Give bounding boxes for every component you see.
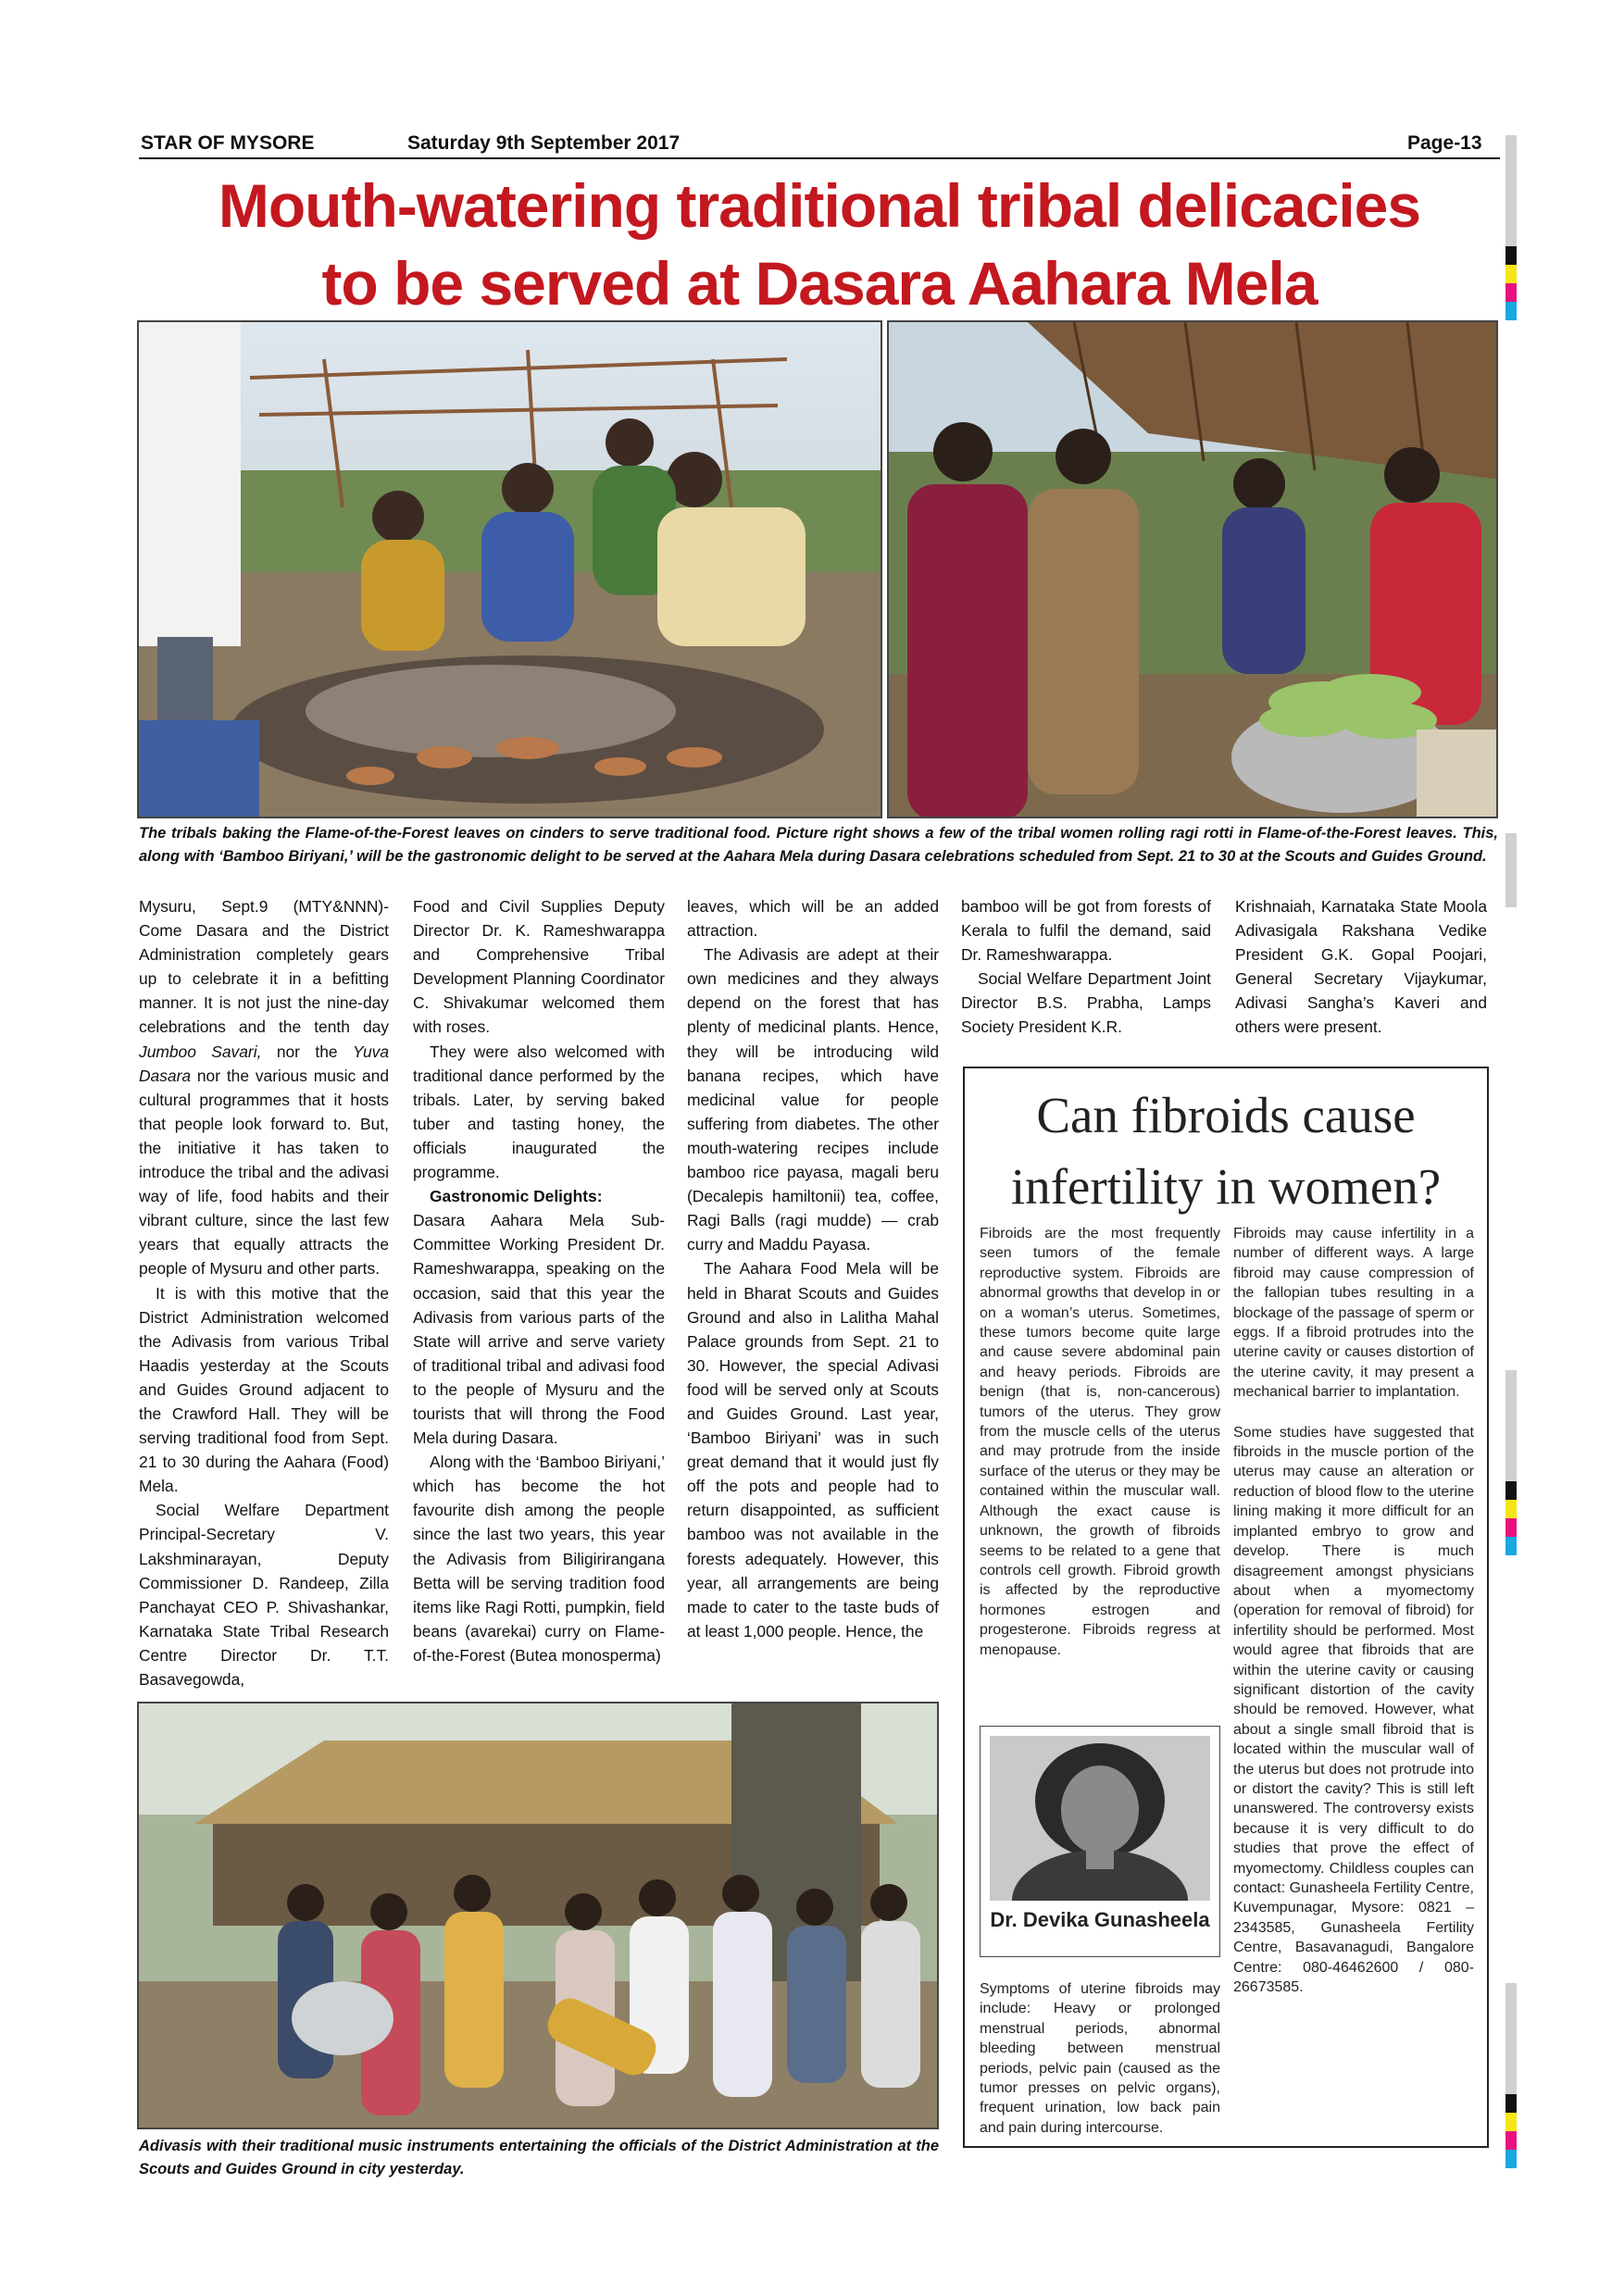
cyan-swatch [1505, 1537, 1517, 1555]
article-paragraph: Along with the ‘Bamboo Biriyani,’ which has become the hot favourite dish among the people since the last two years, this year the Adivasis from Biligirirangana Betta will be serving tradition food items like Ragi Rotti, pumpkin, field beans (avarekai) curry on Flame-of-the-Forest (Butea monosperma) [413, 1453, 665, 1665]
text-run: Mysuru, Sept.9 (MTY&NNN)- Come Dasara and the District Administration completely gears up to celebrate it in a befitting manner. It is not just the nine-day celebrations and the tenth day [139, 897, 389, 1037]
doctor-portrait-illustration [990, 1736, 1210, 1901]
masthead-paper-name: STAR OF MYSORE [141, 132, 315, 154]
article-paragraph: Krishnaiah, Karnataka State Moola Adivasigala Rakshana Vedike President G.K. Gopal Poojari, General Secretary Vijaykumar, Adivasi Sangha’s Kaveri and others were present. [1235, 897, 1487, 1037]
header-rule [139, 157, 1500, 159]
cyan-swatch [1505, 302, 1517, 320]
article-paragraph: They were also welcomed with traditional dance performed by the tribals. Later, by serving baked tuber and tasting honey, the officials inaugurated the programme. [413, 1042, 665, 1182]
article-column-3 [687, 894, 939, 1643]
article-paragraph: Social Welfare Department Principal-Secretary V. Lakshminarayan, Deputy Commissioner D. Randeep, Zilla Panchayat CEO P. Shivashankar, Karnataka State Tribal Research Centre Director Dr. T.T. Basavegowda, [139, 1501, 389, 1689]
advert-paragraph: Symptoms of uterine fibroids may include: Heavy or prolonged menstrual periods, abnormal bleeding between menstrual periods, pelvic pain (caused as the tumor presses on pelvic organs), frequent urination, low back pain and pain during intercourse. [980, 1981, 1220, 2136]
yellow-swatch [1505, 2113, 1517, 2131]
cyan-swatch [1505, 2150, 1517, 2168]
black-swatch [1505, 246, 1517, 265]
registration-bar-2 [1505, 1370, 1517, 1555]
article-column-2 [413, 894, 665, 1667]
doctor-photo-frame [980, 1726, 1220, 1957]
tribals-baking-leaves-photo [137, 320, 882, 818]
gray-margin-strip [1505, 833, 1517, 907]
article-column-1 [139, 894, 389, 1691]
article-column-5 [1235, 894, 1487, 1040]
advert-paragraph: Fibroids may cause infertility in a number of different ways. A large fibroid may cause compression of the fallopian tubes resulting in a blockage of the passage of sperm or eggs. If a fibroid protrudes into the uterine cavity or causes distortion of the uterine cavity, it may present a mechanical barrier to implantation. [1233, 1226, 1474, 1401]
photo-illustration [139, 322, 882, 818]
black-swatch [1505, 2094, 1517, 2113]
magenta-swatch [1505, 2131, 1517, 2150]
article-paragraph: The Aahara Food Mela will be held in Bharat Scouts and Guides Ground and also in Lalitha Mahal Palace grounds from Sept. 21 to 30. However, the special Adivasi food will be served only at Scouts and Guides Ground. Last year, ‘Bamboo Biriyani’ was in such great demand that it would just fly off the pots and people had to return disappointed, as sufficient bamboo was not available in the forests adequately. However, this year, all arrangements are being made to cater to the taste buds of at least 1,000 people. Hence, the [687, 1259, 939, 1641]
bottom-photo-caption: Adivasis with their traditional music instruments entertaining the officials of the District Administration at the Scouts and Guides Ground in city yesterday. [139, 2138, 939, 2177]
advert-title-line-1: Can fibroids cause [1036, 1087, 1416, 1143]
adivasi-musicians-photo [137, 1702, 939, 2129]
article-paragraph: leaves, which will be an added attraction. [687, 897, 939, 941]
article-subheading: Gastronomic Delights: [430, 1187, 603, 1206]
advert-paragraph: Fibroids are the most frequently seen tumors of the female reproductive system. Fibroids are abnormal growths that develop in or on a woman’s uterus. Sometimes, these tumors become quite large and cause severe abdominal pain and heavy periods. Fibroids are benign (that is, non-cancerous) tumors of the uterus. They grow from the muscle cells of the uterus and may protrude from the inside surface of the uterus or they may be contained within the muscular wall. Although the exact cause is unknown, the growth of fibroids seems to be related to a gene that controls cell growth. Fibroid growth is affected by the reproductive hormones estrogen and progesterone. Fibroids regress at menopause. [980, 1226, 1220, 1658]
article-paragraph: Food and Civil Supplies Deputy Director Dr. K. Rameshwarappa and Comprehensive Tribal Development Planning Coordinator C. Shivakumar welcomed them with roses. [413, 897, 665, 1037]
advert-left-column [980, 1224, 1220, 1680]
advert-title-line-2: infertility in women? [1010, 1158, 1442, 1215]
photo-illustration [889, 322, 1498, 818]
magenta-swatch [1505, 283, 1517, 302]
magenta-swatch [1505, 1518, 1517, 1537]
photo-illustration [139, 1703, 939, 2129]
masthead-date: Saturday 9th September 2017 [407, 132, 681, 154]
advert-title [965, 1079, 1487, 1222]
gray-swatch [1505, 1370, 1517, 1481]
tribal-women-rolling-rotti-photo [887, 320, 1498, 818]
text-run: nor the [261, 1042, 353, 1061]
headline-line-2: to be served at Dasara Aahara Mela [321, 249, 1318, 318]
advert-paragraph: Some studies have suggested that fibroids in the muscle portion of the uterus may cause an alteration or reduction of blood flow to the uterine lining making it more difficult for an implanted embryo to grow and develop. There is much disagreement amongst physicians about when a myomectomy (operation for removal of fibroid) for infertility should be performed. Most would agree that fibroids that are within the uterine cavity or causing significant distortion of the cavity should be removed. However, what about a single small fibroid that is located within the muscular wall of the uterus but does not protrude into or distort the cavity? This is still left unanswered. The controversy exists because it is very difficult to do studies that prove the effect of myomectomy. Childless couples can contact: Gunasheela Fertility Centre, Kuvempunagar, Mysore: 0821 – 2343585, Gunasheela Fertility Centre, Basavanagudi, Bangalore Centre: 080-46462600 / 080-26673585. [1233, 1424, 1474, 1996]
article-paragraph: Social Welfare Department Joint Director B.S. Prabha, Lamps Society President K.R. [961, 969, 1211, 1037]
black-swatch [1505, 1481, 1517, 1500]
article-paragraph: bamboo will be got from forests of Kerala to fulfil the demand, said Dr. Rameshwarappa. [961, 897, 1211, 965]
page-number: Page-13 [1407, 132, 1482, 154]
fibroids-advert-box [963, 1067, 1489, 2148]
registration-bar-1 [1505, 135, 1517, 320]
article-paragraph: Dasara Aahara Mela Sub-Committee Working President Dr. Rameshwarappa, speaking on the occasion, said that this year the Adivasis from various parts of the State will arrive and serve variety of traditional tribal and adivasi food to the people of Mysuru and the tourists that will throng the Food Mela during Dasara. [413, 1211, 665, 1448]
text-run-italic: Jumboo Savari, [139, 1042, 262, 1061]
article-paragraph [139, 894, 389, 1281]
headline-line-1: Mouth-watering traditional tribal delicacies [218, 171, 1421, 240]
article-column-4 [961, 894, 1211, 1040]
text-run: nor the various music and cultural programmes that it hosts that people look forward to. But, the initiative it has taken to introduce the tribal and the adivasi way of life, food habits and their vibrant culture, since the last few years that equally attracts the people of Mysuru and other parts. [139, 1066, 389, 1279]
article-paragraph: It is with this motive that the District Administration welcomed the Adivasis from various Tribal Haadis yesterday at the Scouts and Guides Ground adjacent to the Crawford Hall. They will be serving traditional food from Sept. 21 to 30 during the Aahara (Food) Mela. [139, 1283, 389, 1496]
registration-bar-3 [1505, 1983, 1517, 2168]
gray-swatch [1505, 1983, 1517, 2094]
advert-right-column [1233, 1224, 1474, 2017]
advert-left-column-lower [980, 1979, 1220, 2158]
headline [139, 167, 1500, 322]
doctor-portrait-photo [990, 1736, 1210, 1901]
yellow-swatch [1505, 1500, 1517, 1518]
text-run-italic: Yuva Dasara [139, 1042, 389, 1085]
yellow-swatch [1505, 265, 1517, 283]
gray-swatch [1505, 135, 1517, 246]
article-paragraph: The Adivasis are adept at their own medicines and they always depend on the forest that has plenty of medicinal plants. Hence, they will be introducing wild banana recipes, which have medicinal value for people suffering from diabetes. The other mouth-watering recipes include bamboo rice payasa, magali beru (Decalepis hamiltonii) tea, coffee, Ragi Balls (ragi mudde) — crab curry and Maddu Payasa. [687, 945, 939, 1254]
doctor-name: Dr. Devika Gunasheela [990, 1908, 1210, 1931]
top-photo-caption: The tribals baking the Flame-of-the-Forest leaves on cinders to serve traditional food. Picture right shows a few of the tribal women rolling ragi rotti in Flame-of-the-Forest leaves. This, along with ‘Bamboo Biriyani,’ will be the gastronomic delight to be served at the Aahara Mela during Dasara celebrations scheduled from Sept. 21 to 30 at the Scouts and Guides Ground. [139, 825, 1498, 865]
